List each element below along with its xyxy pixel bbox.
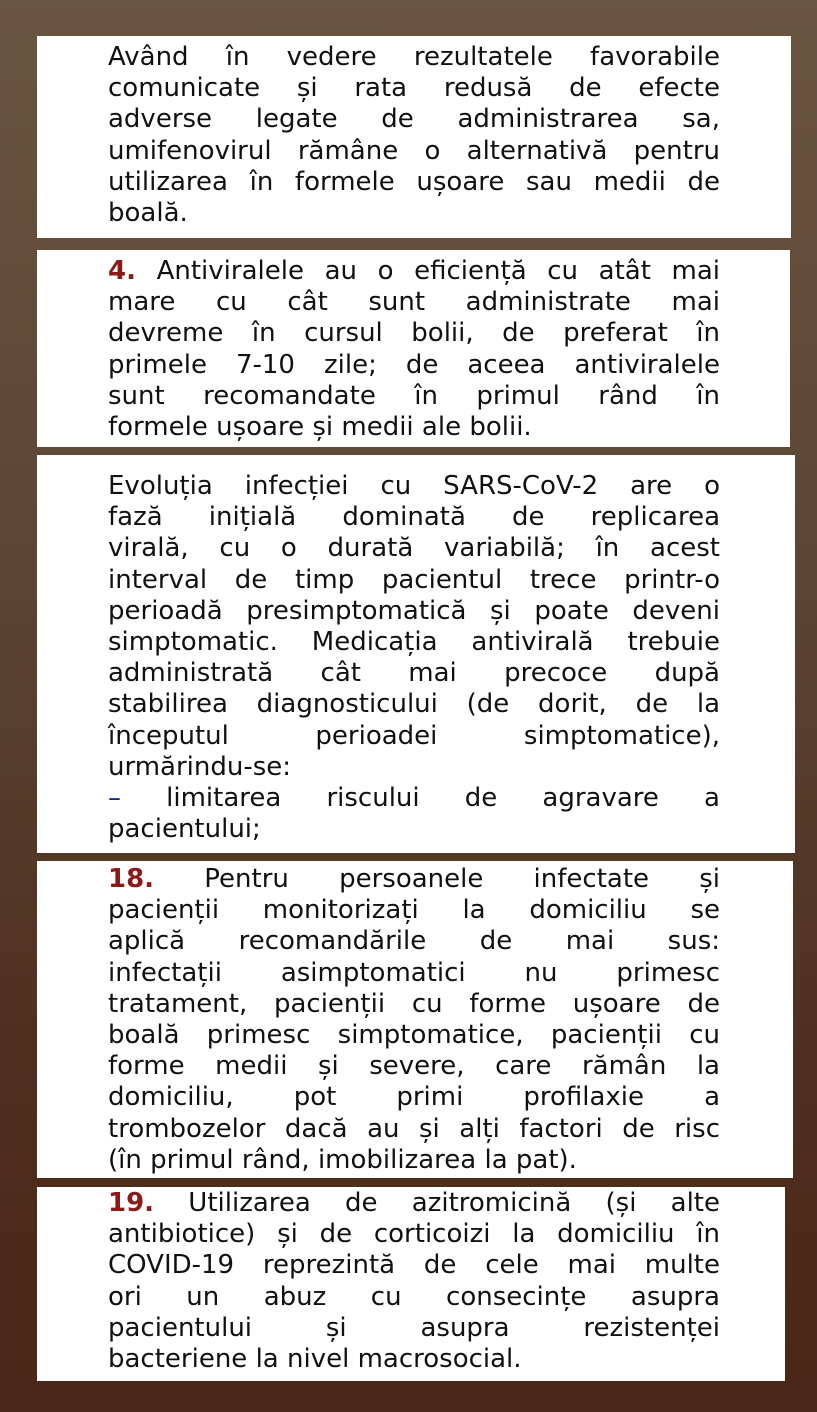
text-line: [108, 989, 720, 1020]
line-text: administrată cât mai precoce după: [108, 658, 720, 689]
line-text: Pentru persoanele infectate și: [204, 864, 721, 894]
text-line: [108, 1051, 720, 1082]
paragraph: [108, 864, 720, 1176]
text-line: [108, 318, 720, 349]
text-line: [108, 1282, 720, 1313]
line-text: sunt recomandate în primul rând în: [108, 380, 720, 411]
line-text: devreme în cursul bolii, de preferat în: [108, 318, 720, 349]
text-line: [108, 502, 720, 533]
line-text: Având în vedere rezultatele favorabile: [108, 42, 720, 72]
text-line: [108, 958, 720, 989]
line-text: interval de timp pacientul trece printr-o: [108, 564, 720, 595]
paragraph: [108, 471, 720, 845]
text-line: [108, 752, 720, 783]
point-number: 4.: [108, 256, 136, 286]
text-line: [108, 350, 720, 381]
line-text: boală primesc simptomatice, pacienții cu: [108, 1019, 720, 1050]
line-text: (în primul rând, imobilizarea la pat).: [108, 1144, 577, 1175]
text-line: [108, 136, 720, 167]
line-text: perioadă presimptomatică și poate deveni: [108, 595, 720, 626]
text-line: [108, 895, 720, 926]
point-number: 19.: [108, 1188, 155, 1218]
text-line: [108, 256, 720, 287]
line-text: primele 7-10 zile; de aceea antiviralele: [108, 349, 720, 380]
line-text: pacientului;: [108, 814, 261, 845]
text-line: [108, 1020, 720, 1051]
line-text: aplică recomandările de mai sus:: [108, 926, 720, 957]
line-text: tratament, pacienții cu forme ușoare de: [108, 988, 720, 1019]
line-text: domiciliu, pot primi profilaxie a: [108, 1082, 720, 1113]
line-text: COVID-19 reprezintă de cele mai multe: [108, 1250, 720, 1281]
paragraph: [108, 256, 720, 443]
line-text: Utilizarea de azitromicină (și alte: [188, 1188, 720, 1218]
text-line: [108, 104, 720, 135]
line-text: simptomatic. Medicația antivirală trebuie: [108, 626, 720, 657]
text-line: [108, 658, 720, 689]
line-text: infectații asimptomatici nu primesc: [108, 957, 720, 988]
text-line: [108, 814, 720, 845]
text-line: [108, 926, 720, 957]
text-line: [108, 1188, 720, 1219]
line-text: comunicate și rata redusă de efecte: [108, 73, 720, 104]
line-text: pacientului și asupra rezistenței: [108, 1312, 720, 1343]
paragraph: [108, 1188, 720, 1375]
line-text: pacienții monitorizați la domiciliu se: [108, 895, 720, 926]
panel-umifenovir: [37, 36, 791, 238]
line-text: trombozelor dacă au și alți factori de risc: [108, 1113, 720, 1144]
panel-point-18: [37, 861, 793, 1178]
text-line: [108, 198, 720, 229]
text-line: [108, 42, 720, 73]
text-line: [108, 1082, 720, 1113]
line-text: Antiviralele au o eficiență cu atât mai: [156, 256, 721, 286]
line-text: forme medii și severe, care rămân la: [108, 1051, 720, 1082]
line-text: Evoluția infecției cu SARS-CoV-2 are o: [108, 471, 720, 501]
line-text: boală.: [108, 197, 188, 228]
bullet-dash: –: [108, 782, 121, 813]
line-text: stabilirea diagnosticului (de dorit, de la: [108, 689, 720, 720]
line-text: mare cu cât sunt administrate mai: [108, 287, 720, 318]
text-line: [108, 1145, 720, 1176]
line-text: începutul perioadei simptomatice),: [108, 720, 720, 751]
line-text: adverse legate de administrarea sa,: [108, 104, 720, 135]
line-text: antibiotice) și de corticoizi la domiciliu în: [108, 1219, 720, 1250]
text-line: [108, 1250, 720, 1281]
text-line: [108, 167, 720, 198]
line-text: umifenovirul rămâne o alternativă pentru: [108, 135, 720, 166]
text-line: [108, 864, 720, 895]
text-line: [108, 1344, 720, 1375]
text-line: [108, 1114, 720, 1145]
point-number: 18.: [108, 864, 155, 894]
line-text: formele ușoare și medii ale bolii.: [108, 411, 532, 442]
text-line: [108, 1219, 720, 1250]
text-line: [108, 721, 720, 752]
text-line: [108, 627, 720, 658]
line-text: utilizarea în formele ușoare sau medii de: [108, 166, 720, 197]
line-text: limitarea riscului de agravare a: [166, 782, 720, 813]
text-line: [108, 783, 720, 814]
text-line: [108, 412, 720, 443]
text-line: [108, 689, 720, 720]
text-line: [108, 73, 720, 104]
line-text: urmărindu-se:: [108, 751, 292, 782]
text-line: [108, 287, 720, 318]
line-text: bacteriene la nivel macrosocial.: [108, 1343, 522, 1374]
text-line: [108, 381, 720, 412]
text-line: [108, 1313, 720, 1344]
text-line: [108, 596, 720, 627]
paragraph: [108, 42, 720, 229]
line-text: ori un abuz cu consecințe asupra: [108, 1281, 720, 1312]
panel-point-4: [37, 250, 790, 447]
line-text: fază inițială dominată de replicarea: [108, 502, 720, 533]
text-line: [108, 533, 720, 564]
line-text: virală, cu o durată variabilă; în acest: [108, 533, 720, 564]
panel-evolution: [37, 455, 795, 853]
panel-point-19: [37, 1187, 785, 1381]
text-line: [108, 471, 720, 502]
text-line: [108, 565, 720, 596]
